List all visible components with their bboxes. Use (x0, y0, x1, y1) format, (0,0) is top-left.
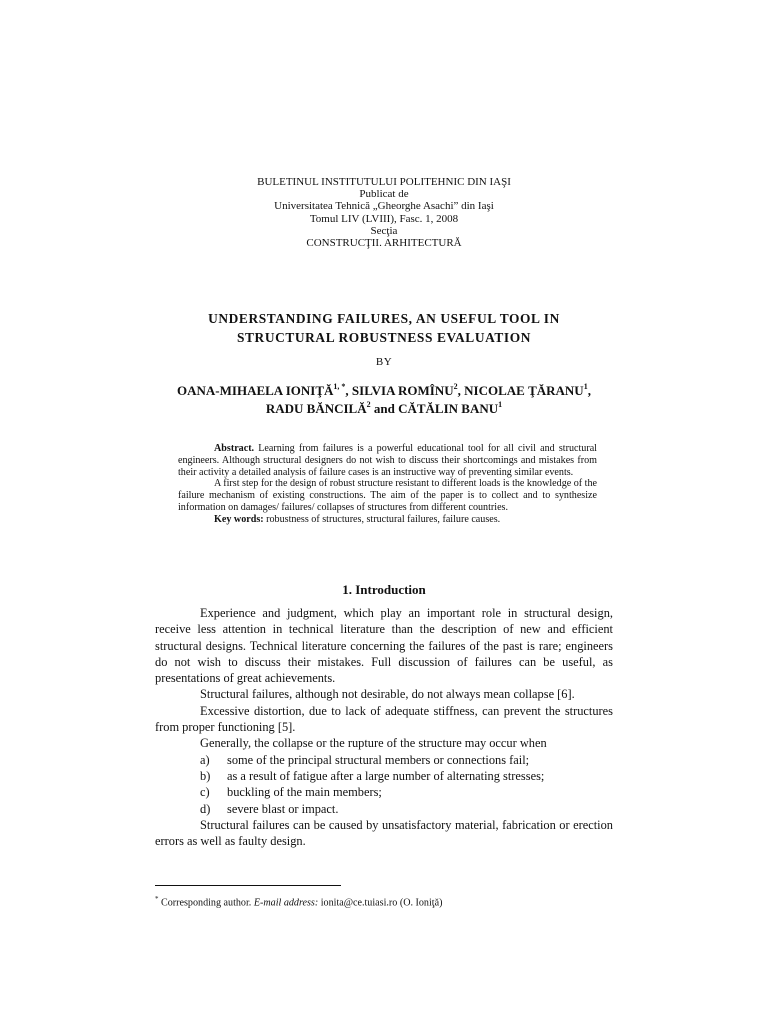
affiliation-mark: 1, * (333, 381, 346, 391)
author-separator: , (587, 383, 591, 398)
abstract-text: Learning from failures is a powerful educational tool for all civil and structural engineers. Although structural designers do not wish to discuss their shortcomings and mistakes from their activity a detailed analysis of failure cases is an instructive way of preventing similar events. (178, 443, 597, 478)
keywords-line (178, 514, 597, 526)
section-label: Secţia (370, 224, 398, 237)
section-name: CONSTRUCŢII. ARHITECTURĂ (306, 237, 462, 250)
list-item (155, 752, 613, 768)
list-item (155, 768, 613, 784)
list-marker: c) (200, 785, 210, 800)
author-list (0, 382, 768, 418)
footnote-email: ionita@ce.tuiasi.ro (O. Ioniţă) (318, 897, 443, 909)
paper-title-line-1: UNDERSTANDING FAILURES, AN USEFUL TOOL IN (208, 311, 560, 326)
footnote-divider (155, 885, 341, 886)
list-item-text: severe blast or impact. (227, 801, 339, 816)
body-text (155, 605, 613, 849)
list-item (155, 801, 613, 817)
list-item-text: some of the principal structural members or connections fail; (227, 752, 530, 767)
author-name: and CĂTĂLIN BANU (370, 401, 499, 416)
affiliation-mark: 1 (498, 399, 503, 409)
author-name: , SILVIA ROMÎNU (345, 383, 454, 398)
list-item (155, 784, 613, 800)
body-paragraph: Structural failures, although not desirable, do not always mean collapse [6]. (200, 687, 575, 702)
author-name: RADU BĂNCILĂ (265, 401, 367, 416)
journal-header (0, 176, 768, 249)
list-item-text: buckling of the main members; (227, 785, 382, 800)
university-name: Universitatea Tehnică „Gheorghe Asachi” din Iaşi (274, 200, 494, 213)
footnote-mark: * (155, 895, 159, 903)
list-item-text: as a result of fatigue after a large number of alternating stresses; (227, 768, 545, 783)
paper-title (0, 309, 768, 347)
abstract-label: Abstract. (214, 443, 255, 454)
author-name: , NICOLAE ŢĂRANU (457, 383, 584, 398)
affiliation-mark: 2 (366, 399, 371, 409)
volume-info: Tomul LIV (LVIII), Fasc. 1, 2008 (309, 212, 459, 225)
section-heading: 1. Introduction (342, 582, 426, 597)
body-paragraph: Experience and judgment, which play an important role in structural design, receive less attention in technical literature than the description of new and efficient structural designs. Technical literature concerning the failures of the past is rare; engineers do not wish to discuss their mistakes. Full discussion of failures can be useful, as presentations of great achievements. (155, 606, 613, 686)
abstract-paragraph (178, 443, 597, 478)
author-name: OANA-MIHAELA IONIŢĂ (177, 383, 334, 398)
body-paragraph: Generally, the collapse or the rupture of the structure may occur when (200, 736, 547, 751)
journal-name: BULETINUL INSTITUTULUI POLITEHNIC DIN IAŞI (257, 176, 511, 188)
affiliation-mark: 2 (453, 381, 458, 391)
footnote (155, 893, 655, 909)
author-line-2 (0, 400, 768, 418)
keywords-text: robustness of structures, structural failures, failure causes. (263, 513, 501, 525)
email-label: E-mail address: (253, 897, 319, 909)
affiliation-mark: 1 (583, 381, 588, 391)
abstract-block (178, 443, 597, 526)
list-marker: d) (200, 801, 211, 816)
publisher-label: Publicat de (359, 188, 409, 201)
body-paragraph: Structural failures can be caused by unsatisfactory material, fabrication or erection errors as well as faulty design. (155, 817, 613, 849)
footnote-text: Corresponding author. (158, 897, 254, 909)
body-paragraph: Excessive distortion, due to lack of adequate stiffness, can prevent the structures from proper functioning [5]. (155, 703, 613, 735)
list-marker: b) (200, 768, 211, 783)
paper-title-line-2: STRUCTURAL ROBUSTNESS EVALUATION (236, 330, 532, 345)
by-label: BY (375, 356, 393, 368)
abstract-paragraph: A first step for the design of robust structure resistant to different loads is the knowledge of the failure mechanism of existing constructions. The aim of the paper is to collect and to synthesize information on damages/ failures/ collapses of structures from different countries. (178, 478, 598, 513)
list-marker: a) (200, 752, 210, 767)
keywords-label: Key words: (214, 513, 264, 525)
author-line-1 (0, 382, 768, 400)
